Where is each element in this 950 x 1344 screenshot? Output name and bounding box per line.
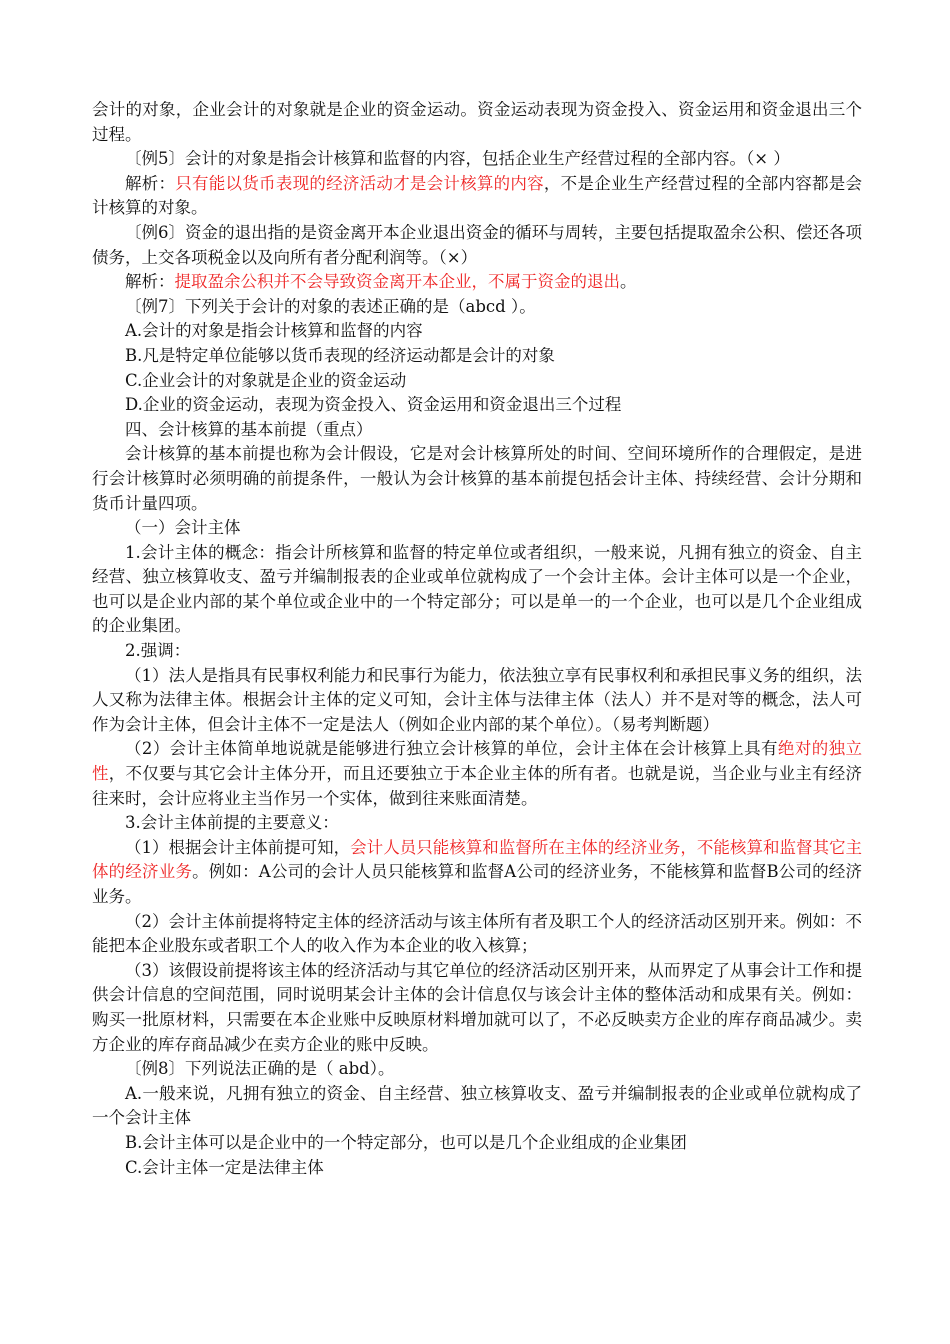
text-run: B.会计主体可以是企业中的一个特定部分，也可以是几个企业组成的企业集团 xyxy=(125,1132,687,1152)
example-8-option-a xyxy=(92,1082,862,1131)
text-run: 。例如：A公司的会计人员只能核算和监督A公司的经济业务，不能核算和监督B公司的经济业务。 xyxy=(92,862,863,906)
text-run: 1.会计主体的概念：指会计所核算和监督的特定单位或者组织，一般来说，凡拥有独立的资金、自主经营、独立核算收支、盈亏并编制报表的企业或单位就构成了一个会计主体。会计主体可以是一个企业，也可以是企业内部的某个单位或企业中的一个特定部分；可以是单一的一个企业，也可以是几个企业组成的企业集团。 xyxy=(92,542,862,636)
text-run: ，不是企业生产经营过程的全部内容都是会计核算的对象。 xyxy=(92,173,863,218)
paragraph-significance-heading xyxy=(92,811,862,836)
example-6 xyxy=(92,221,862,270)
example-8-option-c xyxy=(92,1156,862,1181)
text-run: 〔例8〕下列说法正确的是（ abd）。 xyxy=(125,1059,395,1079)
paragraph-significance-1 xyxy=(92,836,862,910)
example-7 xyxy=(92,295,862,320)
text-run: 3.会计主体前提的主要意义： xyxy=(125,813,339,833)
section-heading-basic-premises xyxy=(92,418,862,443)
paragraph-emphasis-1 xyxy=(92,664,862,738)
example-8-option-b xyxy=(92,1131,862,1156)
example-5 xyxy=(92,147,862,172)
example-7-option-d xyxy=(92,393,862,418)
example-7-option-b xyxy=(92,344,862,369)
text-run: （2）会计主体前提将特定主体的经济活动与该主体所有者及职工个人的经济活动区别开来。例如：不能把本企业股东或者职工个人的收入作为本企业的收入核算； xyxy=(92,911,862,956)
document-page xyxy=(92,98,862,1180)
paragraph-significance-2 xyxy=(92,910,862,959)
text-run: 四、会计核算的基本前提（重点） xyxy=(125,419,373,439)
text-run: 会计核算的基本前提也称为会计假设，它是对会计核算所处的时间、空间环境所作的合理假定，是进行会计核算时必须明确的前提条件，一般认为会计核算的基本前提包括会计主体、持续经营、会计分期和货币计量四项。 xyxy=(92,444,862,513)
text-run: （2）会计主体简单地说就是能够进行独立会计核算的单位，会计主体在会计核算上具有 xyxy=(125,739,778,759)
text-run: 2.强调： xyxy=(125,641,191,661)
subsection-heading-accounting-entity xyxy=(92,516,862,541)
text-run: C.企业会计的对象就是企业的资金运动 xyxy=(125,370,407,390)
text-run: 〔例7〕下列关于会计的对象的表述正确的是（abcd ）。 xyxy=(125,296,536,316)
text-run: 解析： xyxy=(125,173,176,193)
example-6-analysis xyxy=(92,270,862,295)
paragraph-basic-premises xyxy=(92,442,862,516)
text-run: C.会计主体一定是法律主体 xyxy=(125,1157,324,1177)
text-run: （1）法人是指具有民事权利能力和民事行为能力，依法独立享有民事权利和承担民事义务的组织，法人又称为法律主体。根据会计主体的定义可知，会计主体与法律主体（法人）并不是对等的概念，法人可作为会计主体，但会计主体不一定是法人（例如企业内部的某个单位）。（易考判断题） xyxy=(92,665,862,734)
highlighted-text: 提取盈余公积并不会导致资金离开本企业，不属于资金的退出 xyxy=(174,272,620,292)
paragraph-emphasis-heading xyxy=(92,639,862,664)
text-run: 会计的对象，企业会计的对象就是企业的资金运动。资金运动表现为资金投入、资金运用和资金退出三个过程。 xyxy=(92,100,862,144)
text-run: （3）该假设前提将该主体的经济活动与其它单位的经济活动区别开来，从而界定了从事会计工作和提供会计信息的空间范围，同时说明某会计主体的会计信息仅与该会计主体的整体活动和成果有关。例如：购买一批原材料，只需要在本企业账中反映原材料增加就可以了，不必反映卖方企业的库存商品减少。卖方企业的库存商品减少在卖方企业的账中反映。 xyxy=(92,960,862,1054)
text-run: 〔例6〕资金的退出指的是资金离开本企业退出资金的循环与周转，主要包括提取盈余公积、偿还各项债务，上交各项税金以及向所有者分配利润等。（×） xyxy=(92,222,862,267)
highlighted-text: 绝对的独立性 xyxy=(92,739,863,784)
example-5-analysis xyxy=(92,172,862,221)
text-run: D.企业的资金运动，表现为资金投入、资金运用和资金退出三个过程 xyxy=(125,395,622,415)
paragraph-accounting-object-summary xyxy=(92,98,862,147)
text-run: 。 xyxy=(620,272,637,292)
example-8 xyxy=(92,1057,862,1082)
text-run: 〔例5〕会计的对象是指会计核算和监督的内容，包括企业生产经营过程的全部内容。（× ） xyxy=(125,149,790,169)
text-run: ，不仅要与其它会计主体分开，而且还要独立于本企业主体的所有者。也就是说，当企业与业主有经济往来时，会计应将业主当作另一个实体，做到往来账面清楚。 xyxy=(92,764,863,808)
text-run: A.会计的对象是指会计核算和监督的内容 xyxy=(125,321,423,341)
paragraph-entity-concept xyxy=(92,541,862,639)
highlighted-text: 会计人员只能核算和监督所在主体的经济业务，不能核算和监督其它主体的经济业务 xyxy=(92,837,863,882)
text-run: B.凡是特定单位能够以货币表现的经济运动都是会计的对象 xyxy=(125,345,555,365)
text-run: （一）会计主体 xyxy=(125,518,241,538)
example-7-option-c xyxy=(92,369,862,394)
paragraph-significance-3 xyxy=(92,959,862,1057)
paragraph-emphasis-2 xyxy=(92,737,862,811)
example-7-option-a xyxy=(92,319,862,344)
text-run: （1）根据会计主体前提可知， xyxy=(125,837,351,857)
text-run: A.一般来说，凡拥有独立的资金、自主经营、独立核算收支、盈亏并编制报表的企业或单位就构成了一个会计主体 xyxy=(92,1083,862,1128)
highlighted-text: 只有能以货币表现的经济活动才是会计核算的内容 xyxy=(175,173,544,193)
text-run: 解析： xyxy=(125,272,175,292)
